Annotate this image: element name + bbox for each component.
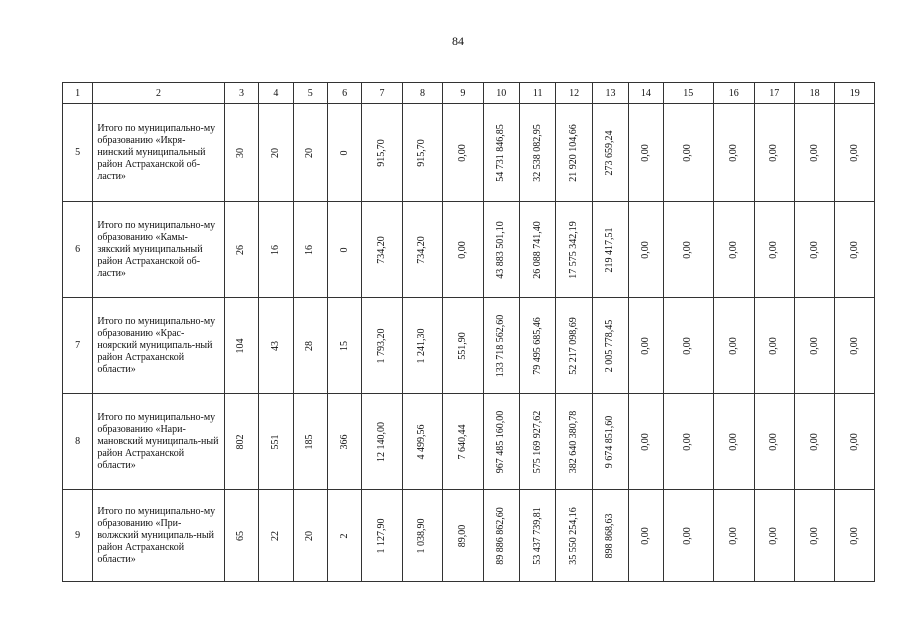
value-text: 133 718 562,60 <box>495 314 507 377</box>
value-cell <box>629 298 663 394</box>
value-text: 0,00 <box>848 143 860 162</box>
column-header: 10 <box>483 83 519 104</box>
value-cell <box>293 394 327 490</box>
value-cell <box>402 490 442 582</box>
municipality-name: Итого по муниципально-му образованию «Нари-мановский муниципаль-ный район Астраханской области» <box>93 394 224 490</box>
value-text: 0,00 <box>639 432 651 451</box>
value-cell <box>794 490 834 582</box>
value-text: 0,00 <box>768 240 780 259</box>
value-cell <box>327 394 361 490</box>
value-text: 9 674 851,60 <box>604 415 616 468</box>
table-row <box>63 490 875 582</box>
column-header: 11 <box>519 83 555 104</box>
value-text: 0,00 <box>682 336 694 355</box>
value-text: 0,00 <box>727 432 739 451</box>
value-text: 0,00 <box>639 240 651 259</box>
value-cell <box>519 490 555 582</box>
value-text: 0,00 <box>848 432 860 451</box>
value-cell <box>327 490 361 582</box>
value-cell <box>483 298 519 394</box>
value-cell <box>483 490 519 582</box>
value-cell <box>224 104 258 202</box>
value-cell <box>663 104 714 202</box>
value-cell <box>402 104 442 202</box>
value-cell <box>592 298 628 394</box>
value-cell <box>754 298 794 394</box>
value-text: 12 140,00 <box>376 421 387 462</box>
value-cell <box>293 104 327 202</box>
value-text: 21 920 104,66 <box>568 123 580 182</box>
municipality-name: Итого по муниципально-му образованию «Крас-ноярский муниципаль-ный район Астраханской области» <box>93 298 224 394</box>
value-text: 0,00 <box>639 143 651 162</box>
value-cell <box>663 490 714 582</box>
value-cell <box>327 202 361 298</box>
value-text: 20 <box>304 530 316 541</box>
value-text: 0,00 <box>808 240 820 259</box>
value-cell <box>443 490 483 582</box>
column-header: 3 <box>224 83 258 104</box>
value-text: 20 <box>304 147 316 158</box>
value-text: 1 127,90 <box>376 518 387 553</box>
column-header: 7 <box>362 83 402 104</box>
value-text: 28 <box>304 340 316 351</box>
value-cell <box>224 490 258 582</box>
value-cell <box>794 298 834 394</box>
value-text: 53 437 739,81 <box>531 506 543 565</box>
value-cell <box>519 394 555 490</box>
value-text: 967 485 160,00 <box>495 410 507 473</box>
value-cell <box>592 202 628 298</box>
value-text: 273 659,24 <box>604 130 616 175</box>
value-text: 0,00 <box>848 336 860 355</box>
value-text: 16 <box>304 244 316 255</box>
column-header: 5 <box>293 83 327 104</box>
value-cell <box>362 104 402 202</box>
column-header: 15 <box>663 83 714 104</box>
value-cell <box>835 104 875 202</box>
value-cell <box>714 104 754 202</box>
value-text: 0,00 <box>808 336 820 355</box>
column-header: 17 <box>754 83 794 104</box>
column-header: 4 <box>259 83 293 104</box>
row-number: 8 <box>63 394 93 490</box>
row-number: 7 <box>63 298 93 394</box>
value-cell <box>794 202 834 298</box>
column-header: 16 <box>714 83 754 104</box>
value-text: 802 <box>235 434 247 449</box>
value-cell <box>714 202 754 298</box>
value-text: 0 <box>338 150 350 155</box>
value-text: 89 886 862,60 <box>495 506 507 565</box>
value-cell <box>663 394 714 490</box>
value-text: 734,20 <box>376 235 387 264</box>
value-cell <box>794 394 834 490</box>
row-number: 5 <box>63 104 93 202</box>
value-cell <box>754 202 794 298</box>
value-text: 0,00 <box>727 336 739 355</box>
value-cell <box>794 104 834 202</box>
value-cell <box>519 202 555 298</box>
row-number: 6 <box>63 202 93 298</box>
column-header: 13 <box>592 83 628 104</box>
value-text: 43 883 501,10 <box>495 220 507 279</box>
value-text: 2 <box>338 533 350 538</box>
value-text: 20 <box>269 147 281 158</box>
column-header: 8 <box>402 83 442 104</box>
column-header: 12 <box>556 83 592 104</box>
value-cell <box>327 104 361 202</box>
value-text: 0,00 <box>682 526 694 545</box>
value-cell <box>443 394 483 490</box>
value-text: 0,00 <box>682 432 694 451</box>
municipality-name: Итого по муниципально-му образованию «Икря-нинский муниципальный район Астраханской об-ласти» <box>93 104 224 202</box>
value-cell <box>293 298 327 394</box>
row-number: 9 <box>63 490 93 582</box>
value-text: 2 005 778,45 <box>604 319 616 372</box>
municipality-name: Итого по муниципально-му образованию «При-волжский муниципаль-ный район Астраханской области» <box>93 490 224 582</box>
value-text: 734,20 <box>416 235 428 264</box>
value-cell <box>362 394 402 490</box>
value-cell <box>224 394 258 490</box>
value-text: 43 <box>269 340 281 351</box>
value-cell <box>629 490 663 582</box>
value-cell <box>629 394 663 490</box>
value-cell <box>663 298 714 394</box>
column-header: 18 <box>794 83 834 104</box>
value-text: 0,00 <box>456 240 468 259</box>
value-cell <box>483 394 519 490</box>
value-cell <box>259 298 293 394</box>
value-cell <box>629 202 663 298</box>
value-cell <box>592 104 628 202</box>
value-cell <box>259 490 293 582</box>
value-cell <box>519 104 555 202</box>
table-row <box>63 394 875 490</box>
table-header <box>63 83 875 104</box>
value-text: 185 <box>304 434 316 449</box>
value-cell <box>556 298 592 394</box>
value-cell <box>362 202 402 298</box>
value-text: 16 <box>269 244 281 255</box>
value-text: 0,00 <box>768 143 780 162</box>
value-text: 0,00 <box>639 336 651 355</box>
value-text: 0,00 <box>727 240 739 259</box>
value-text: 65 <box>235 530 247 541</box>
value-text: 0,00 <box>727 526 739 545</box>
value-text: 1 793,20 <box>376 328 387 363</box>
value-cell <box>556 104 592 202</box>
value-text: 104 <box>235 338 247 353</box>
value-text: 551,90 <box>456 331 468 360</box>
value-text: 915,70 <box>416 138 428 167</box>
value-text: 32 538 082,95 <box>531 123 543 182</box>
value-text: 219 417,51 <box>604 227 616 272</box>
value-cell <box>519 298 555 394</box>
value-cell <box>402 394 442 490</box>
value-text: 0,00 <box>682 240 694 259</box>
value-cell <box>259 202 293 298</box>
column-header: 1 <box>63 83 93 104</box>
value-text: 366 <box>338 434 350 449</box>
value-text: 52 217 098,69 <box>568 316 580 375</box>
value-text: 26 088 741,40 <box>531 220 543 279</box>
value-text: 0,00 <box>768 336 780 355</box>
value-cell <box>556 394 592 490</box>
value-text: 0,00 <box>808 143 820 162</box>
value-cell <box>714 298 754 394</box>
value-cell <box>443 104 483 202</box>
municipality-name: Итого по муниципально-му образованию «Камы-зякский муниципальный район Астраханской об-ласти» <box>93 202 224 298</box>
value-cell <box>259 394 293 490</box>
column-header: 2 <box>93 83 224 104</box>
value-text: 0,00 <box>808 432 820 451</box>
value-cell <box>483 202 519 298</box>
value-cell <box>714 490 754 582</box>
value-text: 79 495 685,46 <box>531 316 543 375</box>
value-text: 0,00 <box>848 526 860 545</box>
value-cell <box>556 490 592 582</box>
value-cell <box>443 298 483 394</box>
value-text: 551 <box>269 434 281 449</box>
page-number: 84 <box>452 34 464 48</box>
value-cell <box>663 202 714 298</box>
table-row <box>63 104 875 202</box>
value-text: 54 731 846,85 <box>495 123 507 182</box>
value-cell <box>835 394 875 490</box>
value-cell <box>483 104 519 202</box>
value-cell <box>259 104 293 202</box>
value-text: 17 575 342,19 <box>568 220 580 279</box>
value-text: 35 550 254,16 <box>568 506 580 565</box>
value-cell <box>714 394 754 490</box>
value-cell <box>754 104 794 202</box>
value-text: 0,00 <box>456 143 468 162</box>
value-cell <box>835 298 875 394</box>
value-text: 898 868,63 <box>604 513 616 558</box>
value-text: 0,00 <box>768 526 780 545</box>
value-text: 0,00 <box>768 432 780 451</box>
value-text: 0,00 <box>727 143 739 162</box>
value-cell <box>402 298 442 394</box>
value-text: 22 <box>269 530 281 541</box>
value-cell <box>592 394 628 490</box>
value-cell <box>224 202 258 298</box>
value-text: 0,00 <box>639 526 651 545</box>
value-text: 0 <box>338 247 350 252</box>
value-text: 0,00 <box>848 240 860 259</box>
value-cell <box>224 298 258 394</box>
value-text: 30 <box>235 147 247 158</box>
value-cell <box>362 490 402 582</box>
value-text: 1 038,90 <box>416 518 428 553</box>
value-text: 26 <box>235 244 247 255</box>
header-row <box>63 83 875 104</box>
table-body <box>63 104 875 582</box>
value-cell <box>592 490 628 582</box>
value-cell <box>835 490 875 582</box>
column-header: 9 <box>443 83 483 104</box>
value-text: 382 640 380,78 <box>568 410 580 473</box>
table-row <box>63 202 875 298</box>
column-header: 14 <box>629 83 663 104</box>
value-text: 0,00 <box>808 526 820 545</box>
value-text: 575 169 927,62 <box>531 410 543 473</box>
value-text: 7 640,44 <box>456 424 468 459</box>
value-cell <box>293 490 327 582</box>
column-header: 6 <box>327 83 361 104</box>
value-text: 15 <box>338 340 350 351</box>
value-cell <box>754 394 794 490</box>
value-cell <box>556 202 592 298</box>
column-header: 19 <box>835 83 875 104</box>
value-cell <box>402 202 442 298</box>
value-cell <box>835 202 875 298</box>
value-text: 0,00 <box>682 143 694 162</box>
value-cell <box>293 202 327 298</box>
value-cell <box>754 490 794 582</box>
data-table <box>62 82 875 582</box>
value-text: 4 499,56 <box>416 424 428 459</box>
value-cell <box>327 298 361 394</box>
value-text: 915,70 <box>376 138 387 167</box>
table-row <box>63 298 875 394</box>
value-cell <box>629 104 663 202</box>
value-cell <box>443 202 483 298</box>
value-cell <box>362 298 402 394</box>
value-text: 89,00 <box>456 524 468 547</box>
value-text: 1 241,30 <box>416 328 428 363</box>
